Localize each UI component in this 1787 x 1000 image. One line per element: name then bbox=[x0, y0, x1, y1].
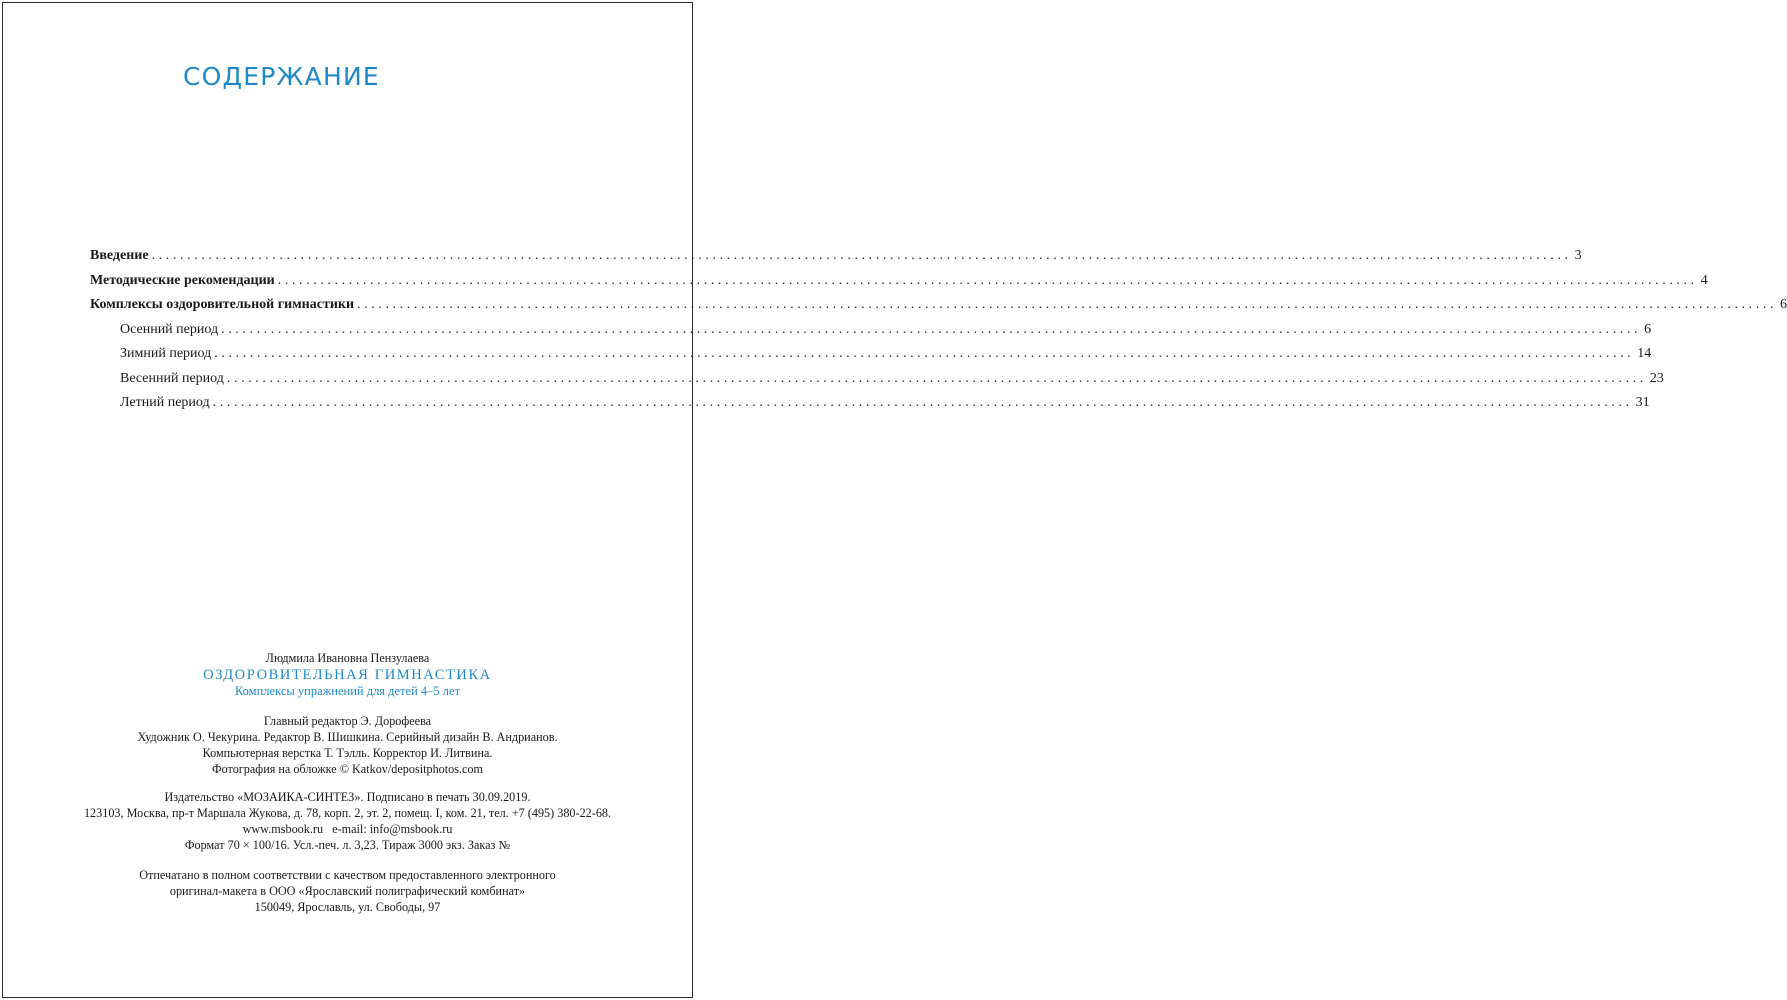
toc-leader-dots: ........................................................................................................................................................................................................ bbox=[277, 272, 1698, 288]
toc-page-number: 31 bbox=[1635, 395, 1650, 410]
toc-entry-introduction[interactable] bbox=[90, 244, 1582, 269]
photo-credit: Фотография на обложке © Katkov/depositphotos.com bbox=[211, 762, 484, 776]
print-format: Формат 70 × 100/16. Усл.-печ. л. 3,23. Тираж 3000 экз. Заказ № bbox=[184, 838, 511, 852]
toc-label: Весенний период bbox=[120, 370, 224, 386]
toc-entry-gymnastics-complexes[interactable] bbox=[90, 293, 1787, 318]
toc-entry-winter-period[interactable] bbox=[90, 342, 1652, 367]
printed-line-1: Отпечатано в полном соответствии с качеством предоставленного электронного bbox=[139, 868, 556, 882]
printed-line-2: оригинал-макета в ООО «Ярославский полиграфический комбинат» bbox=[169, 884, 526, 898]
page-title: СОДЕРЖАНИЕ bbox=[183, 62, 380, 91]
toc-leader-dots: ........................................................................................................................................................................................................ bbox=[214, 346, 1635, 361]
toc-entry-autumn-period[interactable] bbox=[90, 318, 1652, 343]
author-name: Людмила Ивановна Пензулаева bbox=[265, 651, 430, 665]
toc-page-number: 6 bbox=[1780, 297, 1787, 312]
toc-label: Комплексы оздоровительной гимнастики bbox=[90, 297, 355, 312]
publisher-address: 123103, Москва, пр-т Маршала Жукова, д. 78, корп. 2, эт. 2, помещ. I, ком. 21, тел. +7 (495) 380-22-68. bbox=[83, 806, 612, 820]
toc-entry-spring-period[interactable] bbox=[90, 367, 1664, 392]
credits-line-2: Компьютерная верстка Т. Тэлль. Корректор И. Литвина. bbox=[202, 746, 493, 760]
toc-page-number: 3 bbox=[1574, 248, 1582, 263]
publisher-line: Издательство «МОЗАИКА-СИНТЕЗ». Подписано в печать 30.09.2019. bbox=[164, 790, 531, 804]
toc-label: Зимний период bbox=[120, 346, 212, 361]
toc-entry-summer-period[interactable] bbox=[90, 391, 1650, 416]
chief-editor: Главный редактор Э. Дорофеева bbox=[263, 714, 432, 728]
toc-leader-dots: ........................................................................................................................................................................................................ bbox=[226, 370, 1647, 386]
book-subtitle: Комплексы упражнений для детей 4–5 лет bbox=[234, 684, 461, 698]
toc-label: Осенний период bbox=[120, 321, 219, 337]
printed-line-3: 150049, Ярославль, ул. Свободы, 97 bbox=[254, 900, 441, 914]
toc-page-number: 6 bbox=[1644, 321, 1652, 337]
toc-label: Введение bbox=[90, 248, 149, 263]
toc-entry-methodical-recommendations[interactable] bbox=[90, 269, 1708, 294]
publisher-contacts: www.msbook.ru e-mail: info@msbook.ru bbox=[242, 822, 453, 836]
toc-page-number: 14 bbox=[1637, 346, 1652, 361]
toc-leader-dots: ........................................................................................................................................................................................................ bbox=[151, 248, 1572, 263]
table-of-contents bbox=[90, 244, 1787, 416]
toc-page-number: 4 bbox=[1700, 272, 1708, 288]
book-title: ОЗДОРОВИТЕЛЬНАЯ ГИМНАСТИКА bbox=[203, 667, 492, 683]
toc-leader-dots: ........................................................................................................................................................................................................ bbox=[212, 395, 1633, 410]
toc-leader-dots: ........................................................................................................................................................................................................ bbox=[357, 297, 1778, 312]
toc-label: Летний период bbox=[120, 395, 210, 410]
toc-leader-dots: ........................................................................................................................................................................................................ bbox=[221, 321, 1642, 337]
toc-label: Методические рекомендации bbox=[90, 272, 275, 288]
credits-line-1: Художник О. Чекурина. Редактор В. Шишкина. Серийный дизайн В. Андрианов. bbox=[137, 730, 558, 744]
toc-page-number: 23 bbox=[1649, 370, 1664, 386]
imprint-block bbox=[40, 650, 655, 915]
